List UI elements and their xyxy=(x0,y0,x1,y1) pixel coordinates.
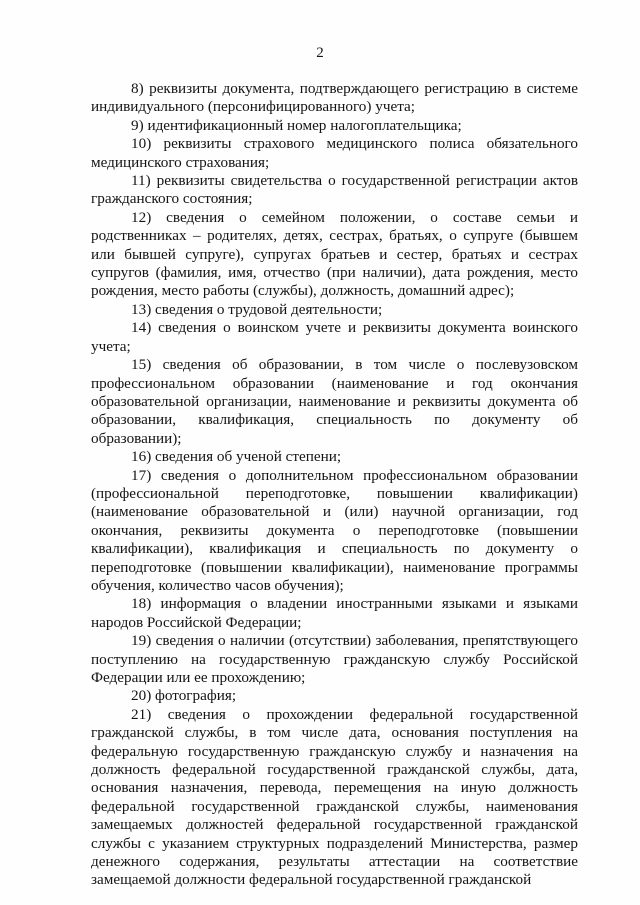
list-item-20: 20) фотография; xyxy=(131,687,237,705)
list-item-16: 16) сведения об ученой степени; xyxy=(131,448,342,466)
document-body xyxy=(91,80,578,890)
list-item-17: 17) сведения о дополнительном профессиональном образовании (профессиональной переподготовке, повышении квалификации) (наименование образовательной и (или) научной организации, год окончания, реквизиты документа о переподготовке (повышении квалификации), квалификация и специальность по документу о переподготовке (повышении квалификации), наименование программы обучения, количество часов обучения); xyxy=(91,466,578,594)
list-item-14: 14) сведения о воинском учете и реквизиты документа воинского учета; xyxy=(91,319,578,355)
list-item-11: 11) реквизиты свидетельства о государственной регистрации актов гражданского состояния; xyxy=(91,172,578,208)
list-item-19: 19) сведения о наличии (отсутствии) заболевания, препятствующего поступлению на государственную гражданскую службу Российской Федерации или ее прохождению; xyxy=(91,632,578,686)
list-item-10: 10) реквизиты страхового медицинского полиса обязательного медицинского страхования; xyxy=(91,135,578,171)
list-item-8: 8) реквизиты документа, подтверждающего регистрацию в системе индивидуального (персонифицированного) учета; xyxy=(91,80,578,116)
page-number: 2 xyxy=(316,45,324,61)
list-item-18: 18) информация о владении иностранными языками и языками народов Российской Федерации; xyxy=(91,595,578,631)
list-item-9: 9) идентификационный номер налогоплательщика; xyxy=(131,116,462,134)
list-item-21: 21) сведения о прохождении федеральной государственной гражданской службы, в том числе дата, основания поступления на федеральную государственную гражданскую службу и назначения на должность федеральной государственной гражданской службы, дата, основания назначения, перевода, перемещения на иную должность федеральной государственной гражданской службы, наименования замещаемых должностей федеральной государственной гражданской службы с указанием структурных подразделений Министерства, размер денежного содержания, результаты аттестации на соответствие замещаемой должности федеральной государственной гражданской xyxy=(91,705,578,889)
list-item-15: 15) сведения об образовании, в том числе о послевузовском профессиональном образовании (наименование и год окончания образовательной организации, наименование и реквизиты документа об образовании, квалификация, специальность по документу об образовании); xyxy=(91,356,578,447)
list-item-13: 13) сведения о трудовой деятельности; xyxy=(131,300,383,318)
list-item-12: 12) сведения о семейном положении, о составе семьи и родственниках – родителях, детях, сестрах, братьях, о супруге (бывшем или бывшей супруге), супругах братьев и сестер, братьях и сестрах супругов (фамилия, имя, отчество (при наличии), дата рождения, место рождения, место работы (службы), должность, домашний адрес); xyxy=(91,208,578,300)
